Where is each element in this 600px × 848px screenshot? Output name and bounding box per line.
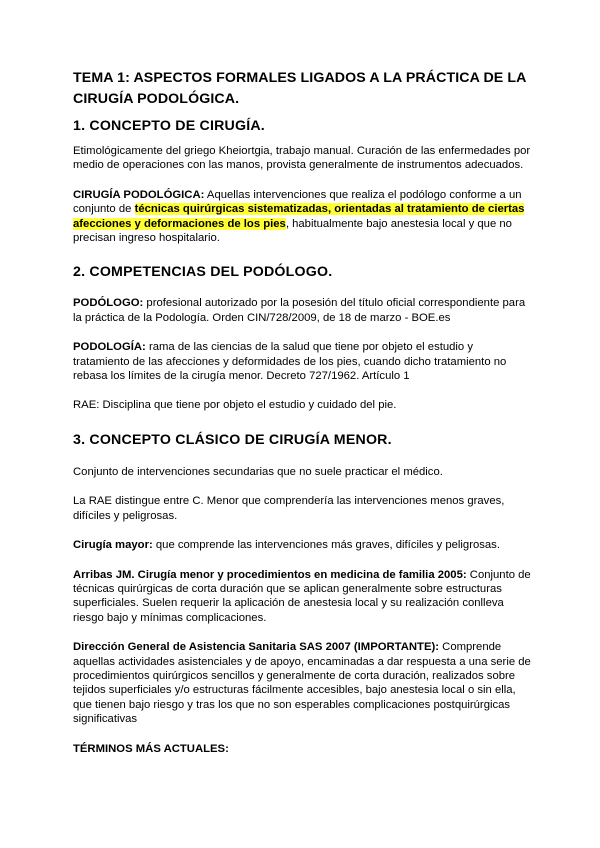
document-title: TEMA 1: ASPECTOS FORMALES LIGADOS A LA PRÁCTICA DE LA CIRUGÍA PODOLÓGICA. — [73, 70, 526, 107]
arribas-citation-label: Arribas JM. Cirugía menor y procedimientos en medicina de familia 2005: — [73, 568, 467, 581]
section-1-paragraph-1: Etimológicamente del griego Kheiortgia, trabajo manual. Curación de las enfermedades por medio de operaciones con las manos, provista generalmente de instrumentos adecuados. — [73, 145, 531, 172]
section-2-paragraph-1 — [73, 296, 531, 325]
cirugia-mayor-text: que comprende las intervenciones más graves, difíciles y peligrosas. — [152, 539, 500, 552]
section-3-paragraph-3 — [73, 538, 531, 552]
cirugia-podologica-label: CIRUGÍA PODOLÓGICA: — [73, 188, 205, 201]
highlighted-text: técnicas quirúrgicas sistematizadas, orientadas al tratamiento de ciertas afecciones y deformaciones de los pies — [73, 203, 525, 230]
section-1-paragraph-2 — [73, 188, 531, 246]
arribas-citation-text: Conjunto de técnicas quirúrgicas de corta duración que se aplican generalmente sobre estructuras superficiales. Suelen requerir la aplicación de anestesia local y su realización conlleva riesgo bajo y mínimas complicaciones. — [73, 568, 531, 624]
sas-citation-text: Comprende aquellas actividades asistenciales y de apoyo, encaminadas a dar respuesta a una serie de procedimientos quirúrgicos sencillos y generalmente de corta duración, realizados sobre tejidos superficiales y/o estructuras fácilmente accesibles, bajo anestesia local o sin ella, que tienen bajo riesgo y tras los que no son esperables complicaciones postquirúrgicas significativas — [73, 641, 531, 726]
section-3-paragraph-2: La RAE distingue entre C. Menor que comprendería las intervenciones menos graves, difíciles y peligrosas. — [73, 495, 505, 522]
sas-citation-label: Dirección General de Asistencia Sanitaria SAS 2007 (IMPORTANTE): — [73, 641, 440, 654]
cirugia-mayor-label: Cirugía mayor: — [73, 539, 153, 552]
podologo-text: profesional autorizado por la posesión del título oficial correspondiente para la práctica de la Podología. Orden CIN/728/2009, de 18 de marzo - BOE.es — [73, 297, 526, 324]
section-2-paragraph-2 — [73, 340, 531, 383]
document-page — [73, 68, 531, 756]
podologia-text: rama de las ciencias de la salud que tiene por objeto el estudio y tratamiento de las afecciones y deformidades de los pies, cuando dicho tratamiento no rebasa los límites de la cirugía menor. Decreto 727/1962. Artículo 1 — [73, 341, 507, 383]
podologia-label: PODOLOGÍA: — [73, 341, 146, 354]
cirugia-podologica-text-b: , habitualmente bajo anestesia local y que no precisan ingreso hospitalario. — [73, 217, 512, 245]
section-3-paragraph-1: Conjunto de intervenciones secundarias que no suele practicar el médico. — [73, 465, 443, 478]
section-3-paragraph-4 — [73, 568, 531, 626]
podologo-label: PODÓLOGO: — [73, 297, 144, 310]
section-2-paragraph-3: RAE: Disciplina que tiene por objeto el estudio y cuidado del pie. — [73, 399, 397, 412]
section-3-heading: 3. CONCEPTO CLÁSICO DE CIRUGÍA MENOR. — [73, 431, 392, 448]
section-2-heading: 2. COMPETENCIAS DEL PODÓLOGO. — [73, 264, 333, 281]
section-1-heading: 1. CONCEPTO DE CIRUGÍA. — [73, 118, 265, 134]
cirugia-podologica-text-a: Aquellas intervenciones que realiza el podólogo conforme a un conjunto de — [73, 188, 522, 216]
terminos-actuales-heading: TÉRMINOS MÁS ACTUALES: — [73, 742, 229, 755]
section-3-paragraph-5 — [73, 640, 531, 726]
